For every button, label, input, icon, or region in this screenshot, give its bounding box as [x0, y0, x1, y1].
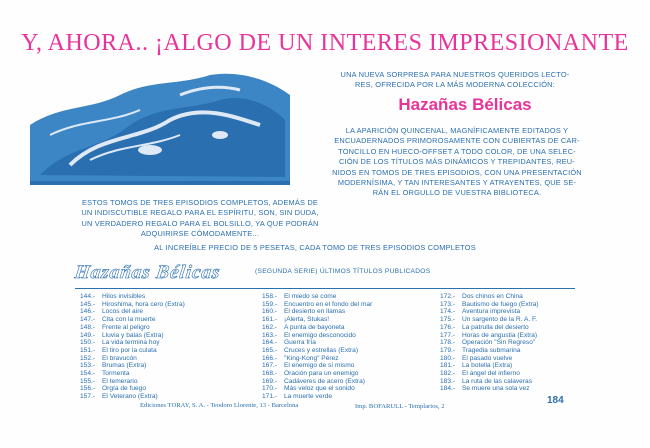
title-list-item — [80, 301, 185, 309]
body-line: LA APARICIÓN QUINCENAL, MAGNÍFICAMENTE EDITADOS Y — [345, 126, 569, 135]
title-text: El enemigo desconocido — [284, 331, 356, 339]
title-number: 145.- — [80, 300, 96, 308]
title-number: 181.- — [440, 362, 456, 370]
gift-line: ADQUIRIRSE CÓMODAMENTE... — [140, 229, 260, 239]
title-text: La muerte verde — [284, 393, 333, 401]
title-text: La vida termina hoy — [102, 339, 160, 347]
gift-line: ESTOS TOMOS DE TRES EPISODIOS COMPLETOS, ADEMÁS DE — [81, 198, 319, 207]
title-list-item — [80, 370, 185, 378]
intro-paragraph — [295, 70, 615, 91]
title-list-item — [440, 293, 539, 301]
title-list-item — [80, 293, 185, 301]
title-number: 148.- — [80, 323, 96, 331]
war-scene-illustration — [30, 65, 290, 185]
title-list-item — [262, 339, 372, 347]
title-list-item — [440, 332, 539, 340]
titles-column-2 — [262, 293, 372, 401]
title-list-item — [80, 378, 185, 386]
title-number: 172.- — [440, 293, 456, 300]
title-text: El pasado vuelve — [462, 354, 513, 362]
title-list-item — [262, 324, 372, 332]
title-number: 155.- — [80, 377, 96, 385]
title-text: Cita con la muerte — [102, 316, 156, 324]
title-number: 173.- — [440, 300, 456, 308]
title-number: 176.- — [440, 323, 456, 331]
title-number: 153.- — [80, 362, 96, 370]
title-list-item — [80, 308, 185, 316]
divider-line — [75, 288, 575, 289]
title-text: Hiroshima, hora cero (Extra) — [102, 300, 185, 308]
title-list-item — [440, 308, 539, 316]
title-number: 178.- — [440, 339, 456, 347]
title-number: 160.- — [262, 308, 278, 316]
body-line: CIÓN DE LOS TÍTULOS MÁS DINÁMICOS Y TREPIDANTES, REU- — [339, 157, 575, 167]
gift-line: UN VERDADERO REGALO PARA EL BOLSILLO, YA QUE PODRÁN — [81, 218, 319, 228]
title-text: Más veloz que el sonido — [284, 385, 355, 393]
title-number: 147.- — [80, 316, 96, 324]
title-text: Bautismo de fuego (Extra) — [462, 300, 539, 308]
title-list-item — [440, 385, 539, 393]
title-list-item — [80, 332, 185, 340]
title-list-item — [80, 347, 185, 355]
title-number: 169.- — [262, 377, 278, 385]
intro-line: RES, OFRECIDA POR LA MÁS MODERNA COLECCIÓN: — [355, 80, 555, 90]
title-text: Se muere una sola vez — [462, 385, 530, 393]
title-text: El Veterano (Extra) — [102, 393, 158, 401]
title-list-item — [80, 355, 185, 363]
titles-column-1 — [80, 293, 185, 401]
title-number: 154.- — [80, 370, 96, 378]
title-text: "King-Kong" Pérez — [284, 354, 339, 362]
title-list-item — [262, 293, 372, 301]
series-note: (SEGUNDA SERIE) ÚLTIMOS TÍTULOS PUBLICADOS — [255, 268, 431, 275]
body-line: NIDOS EN TOMOS DE TRES EPISODIOS, CON UNA PRESENTACIÓN — [332, 167, 582, 177]
title-text: La botella (Extra) — [462, 362, 513, 370]
title-text: Dos chinos en China — [462, 293, 523, 300]
body-paragraph — [292, 126, 622, 199]
title-list-item — [262, 362, 372, 370]
title-number: 158.- — [262, 293, 278, 300]
title-number: 159.- — [262, 300, 278, 308]
title-list-item — [440, 339, 539, 347]
title-list-item — [262, 370, 372, 378]
title-list-item — [80, 339, 185, 347]
title-text: A punta de bayoneta — [284, 323, 345, 331]
body-line: TONCILLO EN HUECO-OFFSET A TODO COLOR, DE UNA SELEC- — [338, 146, 576, 156]
title-list-item — [440, 301, 539, 309]
title-number: 162.- — [262, 323, 278, 331]
title-text: Encuentro en el fondo del mar — [284, 300, 373, 308]
title-text: Hilos invisibles — [102, 293, 146, 300]
title-number: 164.- — [262, 339, 278, 347]
title-text: El ángel del infierno — [462, 370, 520, 378]
title-list-item — [262, 332, 372, 340]
title-list-item — [440, 355, 539, 363]
title-list-item — [80, 362, 185, 370]
title-text: ¡Alerta, Stukas! — [284, 316, 330, 324]
title-list-item — [80, 324, 185, 332]
title-list-item — [80, 393, 185, 401]
title-list-item — [262, 308, 372, 316]
title-text: El bravucón — [102, 354, 137, 362]
title-number: 183.- — [440, 377, 456, 385]
title-number: 171.- — [262, 393, 278, 401]
printer-footer: Imp. BOFARULL - Templarios, 2 — [355, 403, 445, 410]
gift-paragraph — [50, 198, 350, 240]
title-number: 184.- — [440, 385, 456, 393]
title-number: 163.- — [262, 331, 278, 339]
body-line: RÁN EL ORGULLO DE VUESTRA BIBLIOTECA. — [372, 188, 542, 198]
title-text: Locos del aire — [102, 308, 144, 316]
title-number: 146.- — [80, 308, 96, 316]
title-text: Tormenta — [102, 370, 130, 378]
body-line: MODERNÍSIMA, Y TAN INTERESANTES Y ATRAYENTES, QUE SE- — [337, 178, 577, 188]
title-text: Tragedia submarina — [462, 346, 521, 354]
intro-line: UNA NUEVA SORPRESA PARA NUESTROS QUERIDOS LECTO- — [340, 70, 570, 79]
title-text: Aventura imprevista — [462, 308, 521, 316]
title-list-item — [440, 378, 539, 386]
title-text: Brumas (Extra) — [102, 362, 147, 370]
title-list-item — [440, 370, 539, 378]
title-list-item — [262, 393, 372, 401]
title-list-item — [440, 362, 539, 370]
title-number: 151.- — [80, 346, 96, 354]
title-list-item — [440, 347, 539, 355]
title-number: 182.- — [440, 370, 456, 378]
publisher-footer: Ediciones TORAY, S. A. - Teodoro Llorente, 13 - Barcelona — [140, 402, 299, 409]
title-list-item — [262, 301, 372, 309]
title-text: Frente al peligro — [102, 323, 150, 331]
price-line: AL INCREÍBLE PRECIO DE 5 PESETAS, CADA TOMO DE TRES EPISODIOS COMPLETOS — [154, 243, 476, 252]
collection-logo-small: Hazañas Bélicas — [73, 262, 222, 283]
title-text: La ruta de las calaveras — [462, 377, 533, 385]
title-number: 156.- — [80, 385, 96, 393]
title-list-item — [262, 347, 372, 355]
title-text: Cadáveres de acero (Extra) — [284, 377, 365, 385]
title-number: 170.- — [262, 385, 278, 393]
title-number: 167.- — [262, 362, 278, 370]
title-text: El tiro por la culata — [102, 346, 157, 354]
title-number: 165.- — [262, 346, 278, 354]
body-line: ENCUADERNADOS PRIMOROSAMENTE CON CUBIERTAS DE CAR- — [334, 136, 580, 146]
title-number: 150.- — [80, 339, 96, 347]
gift-line: UN INDISCUTIBLE REGALO PARA EL ESPÍRITU, SON, SIN DUDA, — [81, 208, 319, 218]
title-list-item — [80, 385, 185, 393]
title-text: Horas de angustia (Extra) — [462, 331, 538, 339]
title-text: El miedo se come — [284, 293, 337, 300]
title-number: 179.- — [440, 346, 456, 354]
title-list-item — [262, 385, 372, 393]
page-headline: Y, AHORA.. ¡ALGO DE UN INTERES IMPRESIONANTE — [21, 30, 629, 56]
title-number: 166.- — [262, 354, 278, 362]
title-text: La patrulla del desierto — [462, 323, 529, 331]
title-number: 149.- — [80, 331, 96, 339]
title-text: Oración para un enemigo — [284, 370, 359, 378]
title-text: El temerario — [102, 377, 138, 385]
title-text: Operación "Sin Regreso" — [462, 339, 536, 347]
title-list-item — [262, 378, 372, 386]
page-number: 184 — [547, 395, 564, 406]
title-text: Lluvia y balas (Extra) — [102, 331, 164, 339]
title-number: 152.- — [80, 354, 96, 362]
title-number: 180.- — [440, 354, 456, 362]
title-number: 161.- — [262, 316, 278, 324]
title-list-item — [440, 324, 539, 332]
title-number: 174.- — [440, 308, 456, 316]
title-number: 168.- — [262, 370, 278, 378]
collection-logo: Hazañas Bélicas — [398, 95, 532, 114]
title-number: 157.- — [80, 393, 96, 401]
title-text: El enemigo de sí mismo — [284, 362, 355, 370]
title-text: El desierto en llamas — [284, 308, 346, 316]
title-text: Orgía de fuego — [102, 385, 146, 393]
title-text: Guerra fría — [284, 339, 316, 347]
title-text: Un sargento de la R. A. F. — [462, 316, 538, 324]
title-list-item — [440, 316, 539, 324]
titles-column-3 — [440, 293, 539, 393]
title-number: 177.- — [440, 331, 456, 339]
title-list-item — [262, 316, 372, 324]
title-number: 144.- — [80, 293, 96, 300]
title-text: Cruces y estrellas (Extra) — [284, 346, 359, 354]
title-number: 175.- — [440, 316, 456, 324]
title-list-item — [80, 316, 185, 324]
title-list-item — [262, 355, 372, 363]
